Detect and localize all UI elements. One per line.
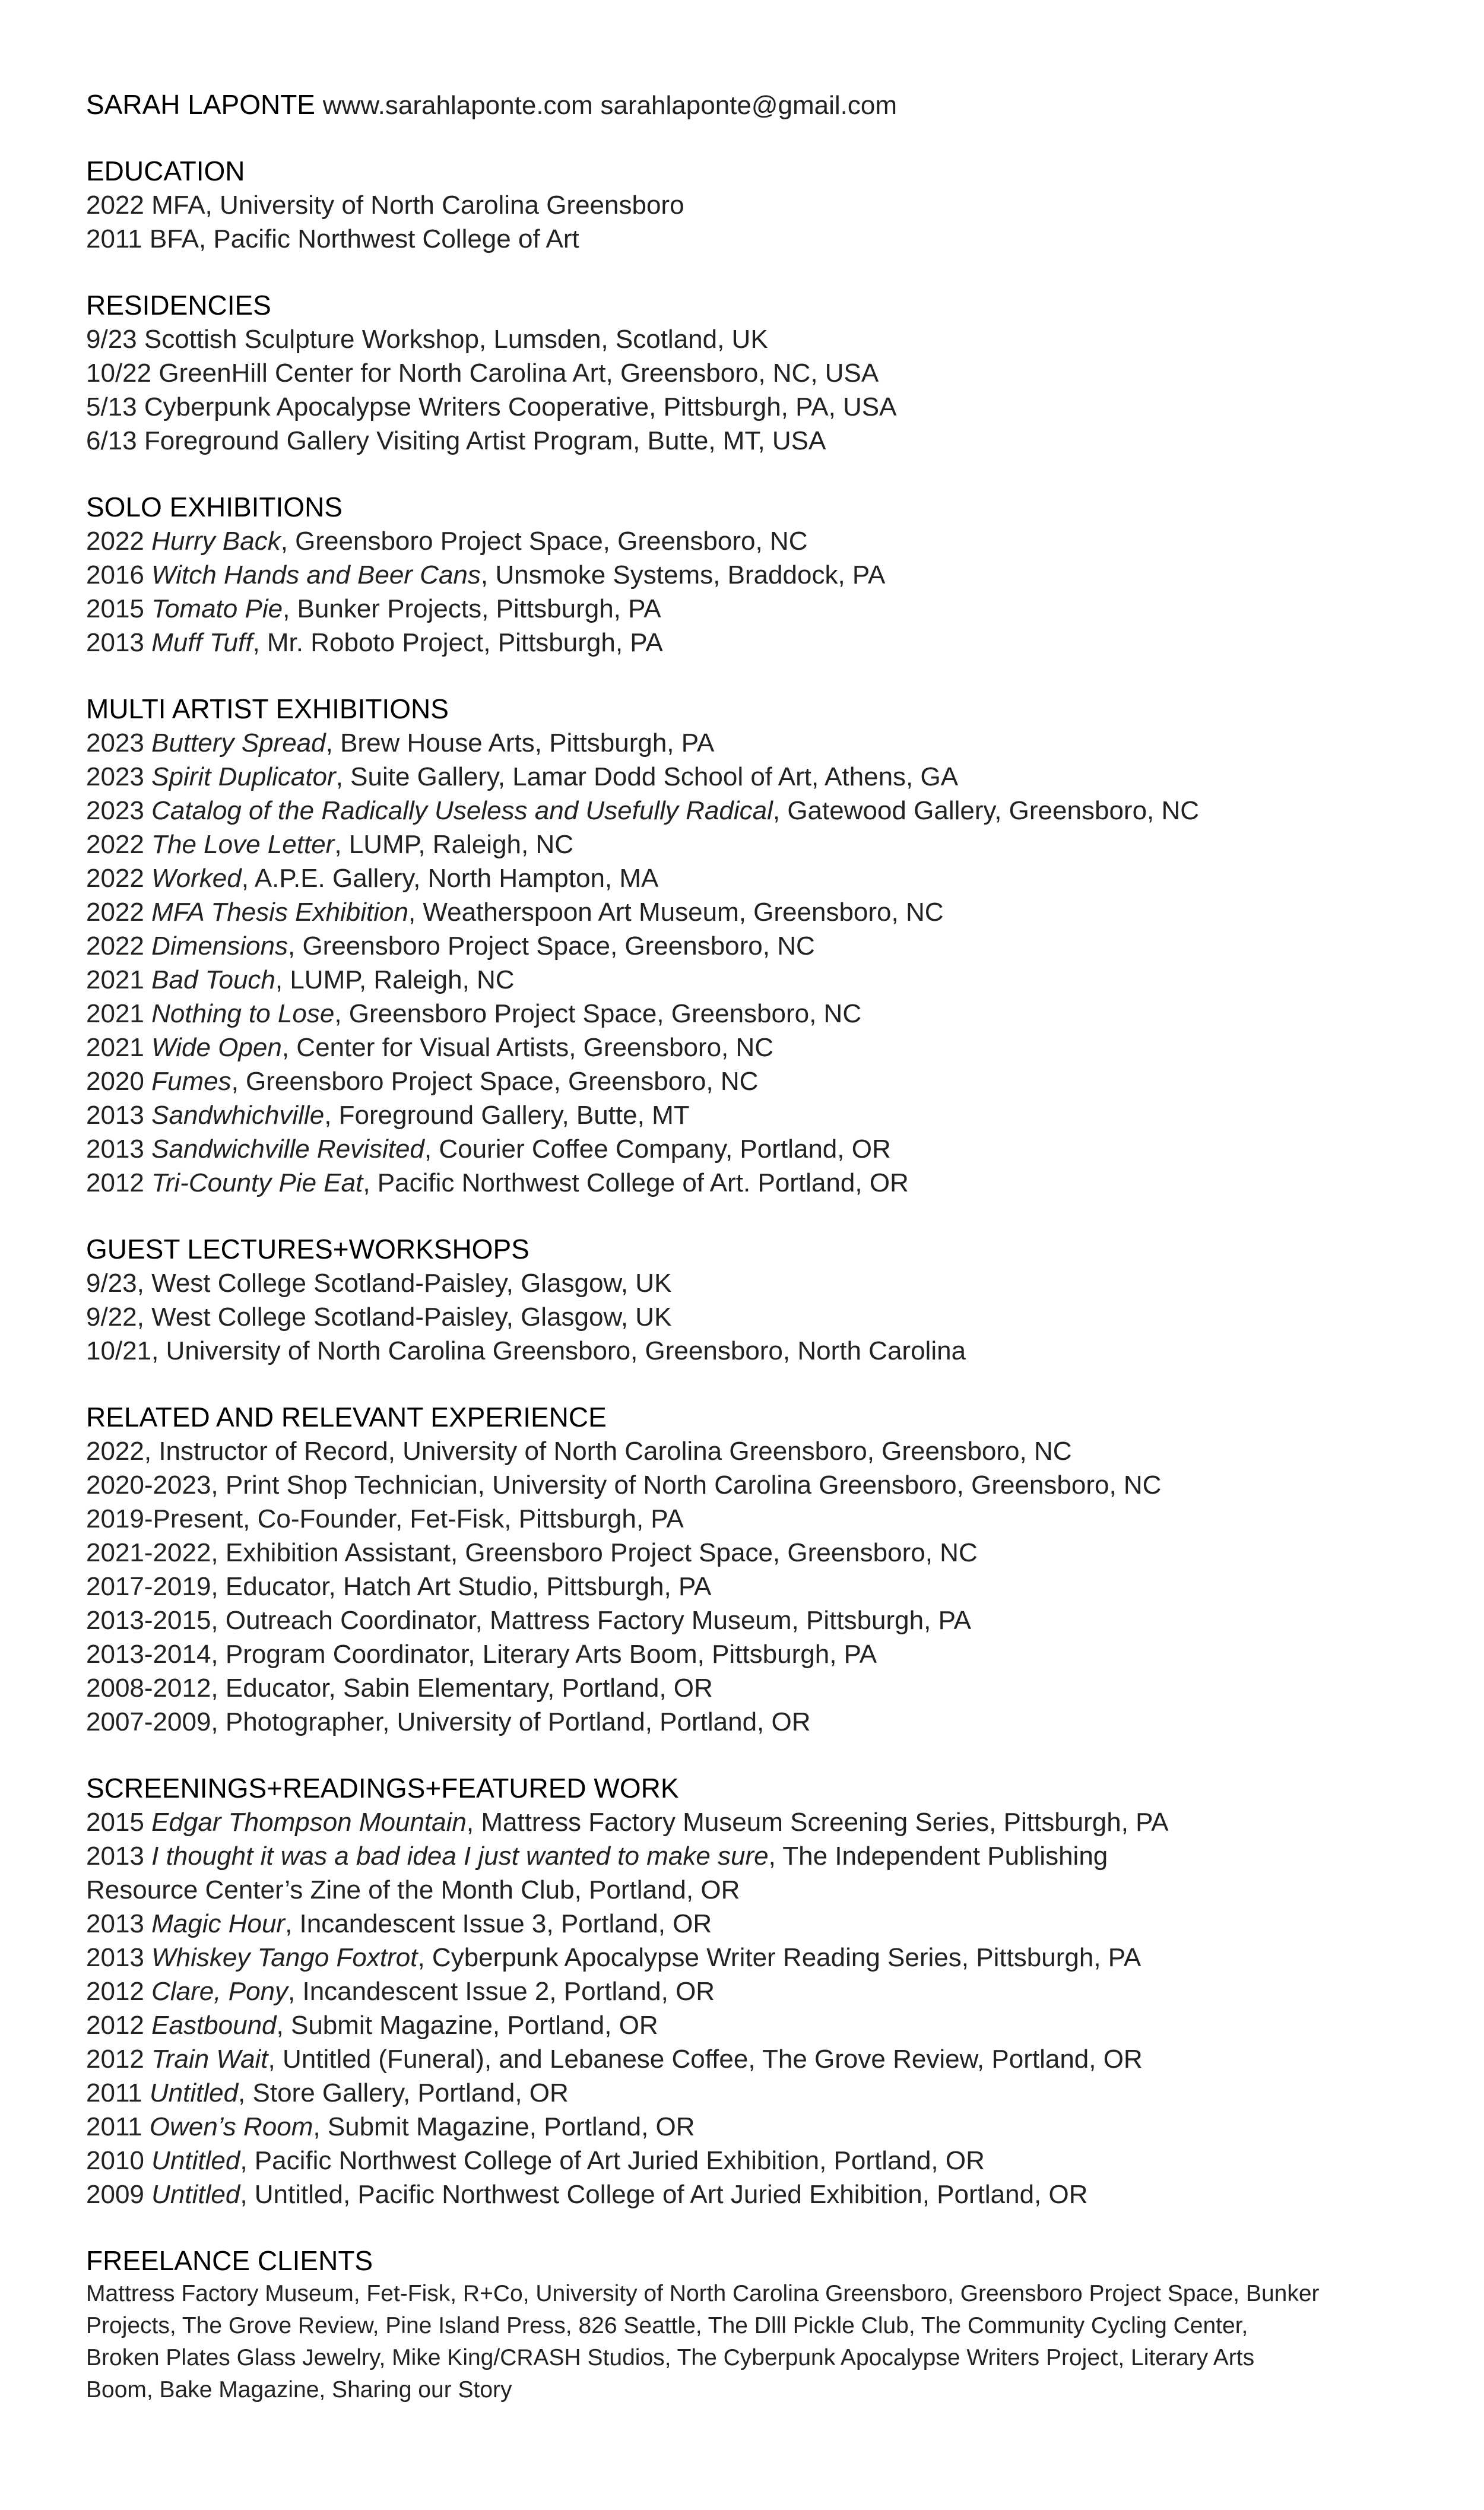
item-details: , Greensboro Project Space, Greensboro, NC xyxy=(231,1067,759,1096)
item-year: 2010 xyxy=(86,2146,144,2175)
item-title: Dimensions xyxy=(151,931,288,961)
list-item xyxy=(86,1975,1404,2008)
item-year: 2021 xyxy=(86,965,144,994)
list-item xyxy=(86,760,1404,794)
item-details: , Cyberpunk Apocalypse Writer Reading Series, Pittsburgh, PA xyxy=(417,1943,1141,1972)
item-title: Sandwichville Revisited xyxy=(151,1134,424,1164)
clients-line: Projects, The Grove Review, Pine Island Press, 826 Seattle, The Dlll Pickle Club, The Community Cycling Center, xyxy=(86,2313,1248,2338)
list-item xyxy=(86,997,1404,1031)
item-details: , Untitled (Funeral), and Lebanese Coffee, The Grove Review, Portland, OR xyxy=(268,2045,1143,2074)
resume-header xyxy=(86,88,1404,122)
list-item xyxy=(86,2110,1404,2144)
item-details: , Gatewood Gallery, Greensboro, NC xyxy=(772,796,1200,825)
item-year: 2011 xyxy=(86,2112,142,2141)
list-item xyxy=(86,2008,1404,2042)
list-item xyxy=(86,861,1404,895)
list-item xyxy=(86,929,1404,963)
item-title: Eastbound xyxy=(151,2011,277,2040)
item-year: 2013 xyxy=(86,1842,144,1871)
item-title: Fumes xyxy=(151,1067,232,1096)
list-item xyxy=(86,1805,1404,1839)
item-title: Train Wait xyxy=(151,2045,268,2074)
item-details: , LUMP, Raleigh, NC xyxy=(275,965,515,994)
item-year: 2011 xyxy=(86,2078,142,2107)
item-details: , Submit Magazine, Portland, OR xyxy=(313,2112,695,2141)
list-item: 2013-2014, Program Coordinator, Literary Arts Boom, Pittsburgh, PA xyxy=(86,1640,877,1669)
clients-line: Mattress Factory Museum, Fet-Fisk, R+Co, University of North Carolina Greensboro, Greensboro Project Space, Bunker xyxy=(86,2281,1320,2306)
item-year: 2022 xyxy=(86,864,144,893)
list-item: 6/13 Foreground Gallery Visiting Artist Program, Butte, MT, USA xyxy=(86,426,826,455)
list-item: 2017-2019, Educator, Hatch Art Studio, Pittsburgh, PA xyxy=(86,1572,712,1601)
list-item xyxy=(86,524,1404,558)
item-details: , Mr. Roboto Project, Pittsburgh, PA xyxy=(252,628,663,657)
item-details: , Untitled, Pacific Northwest College of Art Juried Exhibition, Portland, OR xyxy=(240,2180,1088,2209)
item-year: 2022 xyxy=(86,830,144,859)
list-item: 2020-2023, Print Shop Technician, University of North Carolina Greensboro, Greensboro, NC xyxy=(86,1470,1162,1500)
education-section xyxy=(86,154,1404,256)
item-details: , Suite Gallery, Lamar Dodd School of Art, Athens, GA xyxy=(335,762,959,791)
item-details: , Weatherspoon Art Museum, Greensboro, NC xyxy=(408,898,944,927)
section-heading: SCREENINGS+READINGS+FEATURED WORK xyxy=(86,1773,679,1804)
item-year: 2012 xyxy=(86,2045,144,2074)
item-title: Spirit Duplicator xyxy=(151,762,336,791)
item-title: Untitled xyxy=(151,2146,240,2175)
item-details: Resource Center’s Zine of the Month Club, Portland, OR xyxy=(86,1875,740,1904)
item-year: 2013 xyxy=(86,628,144,657)
item-details: , Pacific Northwest College of Art. Portland, OR xyxy=(363,1168,909,1197)
list-item xyxy=(86,1064,1404,1098)
list-item xyxy=(86,1907,1404,1941)
list-item xyxy=(86,895,1404,929)
item-title: Clare, Pony xyxy=(151,1977,288,2006)
item-year: 2021 xyxy=(86,1033,144,1062)
list-item xyxy=(86,2144,1404,2178)
item-year: 2012 xyxy=(86,1168,144,1197)
residencies-section xyxy=(86,289,1404,458)
multi-artist-exhibitions-section xyxy=(86,692,1404,1200)
item-title: Nothing to Lose xyxy=(151,999,335,1028)
item-title: Buttery Spread xyxy=(151,728,326,758)
list-item xyxy=(86,2076,1404,2110)
item-year: 2022 xyxy=(86,931,144,961)
guest-lectures-section xyxy=(86,1232,1404,1368)
item-year: 2015 xyxy=(86,594,144,623)
list-item xyxy=(86,963,1404,997)
item-title: Tomato Pie xyxy=(151,594,283,623)
item-details: , Unsmoke Systems, Braddock, PA xyxy=(480,560,886,590)
section-heading: SOLO EXHIBITIONS xyxy=(86,492,343,522)
item-year: 2015 xyxy=(86,1808,144,1837)
screenings-section xyxy=(86,1771,1404,2211)
website-link[interactable]: www.sarahlaponte.com xyxy=(322,91,593,120)
item-year: 2013 xyxy=(86,1943,144,1972)
freelance-clients-section xyxy=(86,2244,1404,2406)
item-details: , Pacific Northwest College of Art Juried Exhibition, Portland, OR xyxy=(240,2146,985,2175)
item-year: 2021 xyxy=(86,999,144,1028)
item-year: 2022 xyxy=(86,527,144,556)
list-item: 2019-Present, Co-Founder, Fet-Fisk, Pittsburgh, PA xyxy=(86,1504,684,1533)
item-title: Worked xyxy=(151,864,242,893)
section-heading: RELATED AND RELEVANT EXPERIENCE xyxy=(86,1402,607,1433)
item-details: , Greensboro Project Space, Greensboro, NC xyxy=(334,999,862,1028)
section-heading: GUEST LECTURES+WORKSHOPS xyxy=(86,1234,529,1264)
list-item: 9/22, West College Scotland-Paisley, Glasgow, UK xyxy=(86,1302,672,1332)
item-details: , Mattress Factory Museum Screening Series, Pittsburgh, PA xyxy=(466,1808,1169,1837)
clients-paragraph xyxy=(86,2278,1410,2406)
list-item xyxy=(86,592,1404,626)
item-details: , Foreground Gallery, Butte, MT xyxy=(324,1101,690,1130)
list-item-continuation xyxy=(86,1873,1404,1907)
item-title: Magic Hour xyxy=(151,1909,286,1938)
item-year: 2013 xyxy=(86,1909,144,1938)
item-year: 2012 xyxy=(86,2011,144,2040)
list-item: 2008-2012, Educator, Sabin Elementary, Portland, OR xyxy=(86,1674,713,1703)
clients-line: Broken Plates Glass Jewelry, Mike King/CRASH Studios, The Cyberpunk Apocalypse Writers Project, Literary Arts xyxy=(86,2345,1255,2370)
clients-line: Boom, Bake Magazine, Sharing our Story xyxy=(86,2377,512,2403)
solo-exhibitions-section xyxy=(86,490,1404,660)
list-item xyxy=(86,794,1404,828)
item-details: , Bunker Projects, Pittsburgh, PA xyxy=(283,594,661,623)
item-details: , Center for Visual Artists, Greensboro, NC xyxy=(281,1033,774,1062)
item-title: Hurry Back xyxy=(151,527,281,556)
item-year: 2023 xyxy=(86,796,144,825)
item-year: 2023 xyxy=(86,762,144,791)
item-title: Untitled xyxy=(151,2180,240,2209)
item-details: , A.P.E. Gallery, North Hampton, MA xyxy=(241,864,659,893)
list-item: 2022 MFA, University of North Carolina Greensboro xyxy=(86,191,684,220)
item-details: , LUMP, Raleigh, NC xyxy=(334,830,574,859)
list-item xyxy=(86,1132,1404,1166)
item-title: The Love Letter xyxy=(151,830,335,859)
experience-section xyxy=(86,1400,1404,1739)
item-details: , The Independent Publishing xyxy=(768,1842,1108,1871)
item-details: , Courier Coffee Company, Portland, OR xyxy=(424,1134,891,1164)
item-title: Catalog of the Radically Useless and Usefully Radical xyxy=(151,796,773,825)
item-title: I thought it was a bad idea I just wanted to make sure xyxy=(151,1842,769,1871)
section-heading: MULTI ARTIST EXHIBITIONS xyxy=(86,693,449,724)
item-title: Bad Touch xyxy=(151,965,275,994)
list-item: 10/21, University of North Carolina Greensboro, Greensboro, North Carolina xyxy=(86,1336,966,1365)
item-details: , Store Gallery, Portland, OR xyxy=(238,2078,569,2107)
list-item: 2011 BFA, Pacific Northwest College of Art xyxy=(86,224,579,253)
item-title: Witch Hands and Beer Cans xyxy=(151,560,481,590)
item-details: , Submit Magazine, Portland, OR xyxy=(276,2011,658,2040)
item-title: Edgar Thompson Mountain xyxy=(151,1808,467,1837)
list-item xyxy=(86,1166,1404,1200)
item-year: 2009 xyxy=(86,2180,144,2209)
item-year: 2016 xyxy=(86,560,144,590)
list-item: 9/23, West College Scotland-Paisley, Glasgow, UK xyxy=(86,1269,672,1298)
list-item xyxy=(86,2042,1404,2076)
list-item xyxy=(86,828,1404,861)
section-heading: FREELANCE CLIENTS xyxy=(86,2245,373,2276)
item-year: 2023 xyxy=(86,728,144,758)
list-item xyxy=(86,558,1404,592)
section-heading: RESIDENCIES xyxy=(86,290,271,321)
list-item xyxy=(86,726,1404,760)
item-details: , Greensboro Project Space, Greensboro, NC xyxy=(280,527,808,556)
item-details: , Incandescent Issue 2, Portland, OR xyxy=(288,1977,715,2006)
email-link[interactable]: sarahlaponte@gmail.com xyxy=(600,91,898,120)
item-title: Untitled xyxy=(149,2078,239,2107)
item-title: Owen’s Room xyxy=(149,2112,313,2141)
list-item: 2007-2009, Photographer, University of Portland, Portland, OR xyxy=(86,1707,811,1736)
list-item xyxy=(86,1941,1404,1975)
item-details: , Greensboro Project Space, Greensboro, NC xyxy=(288,931,815,961)
list-item: 2022, Instructor of Record, University of North Carolina Greensboro, Greensboro, NC xyxy=(86,1437,1072,1466)
list-item xyxy=(86,2178,1404,2211)
list-item xyxy=(86,1031,1404,1064)
item-title: Sandwhichville xyxy=(151,1101,325,1130)
list-item xyxy=(86,1098,1404,1132)
item-title: Wide Open xyxy=(151,1033,282,1062)
item-details: , Incandescent Issue 3, Portland, OR xyxy=(285,1909,712,1938)
resume-page xyxy=(86,88,1404,2406)
item-title: Whiskey Tango Foxtrot xyxy=(151,1943,418,1972)
artist-name: SARAH LAPONTE xyxy=(86,89,315,120)
list-item: 2013-2015, Outreach Coordinator, Mattress Factory Museum, Pittsburgh, PA xyxy=(86,1606,971,1635)
item-year: 2013 xyxy=(86,1134,144,1164)
list-item: 10/22 GreenHill Center for North Carolina Art, Greensboro, NC, USA xyxy=(86,359,879,388)
item-year: 2022 xyxy=(86,898,144,927)
item-year: 2020 xyxy=(86,1067,144,1096)
item-title: Tri-County Pie Eat xyxy=(151,1168,363,1197)
item-details: , Brew House Arts, Pittsburgh, PA xyxy=(325,728,715,758)
item-year: 2012 xyxy=(86,1977,144,2006)
list-item xyxy=(86,626,1404,660)
list-item: 5/13 Cyberpunk Apocalypse Writers Cooperative, Pittsburgh, PA, USA xyxy=(86,392,897,421)
list-item: 9/23 Scottish Sculpture Workshop, Lumsden, Scotland, UK xyxy=(86,325,768,354)
list-item: 2021-2022, Exhibition Assistant, Greensboro Project Space, Greensboro, NC xyxy=(86,1538,978,1567)
list-item xyxy=(86,1839,1404,1873)
item-title: Muff Tuff xyxy=(151,628,253,657)
item-year: 2013 xyxy=(86,1101,144,1130)
item-title: MFA Thesis Exhibition xyxy=(151,898,408,927)
section-heading: EDUCATION xyxy=(86,156,245,186)
